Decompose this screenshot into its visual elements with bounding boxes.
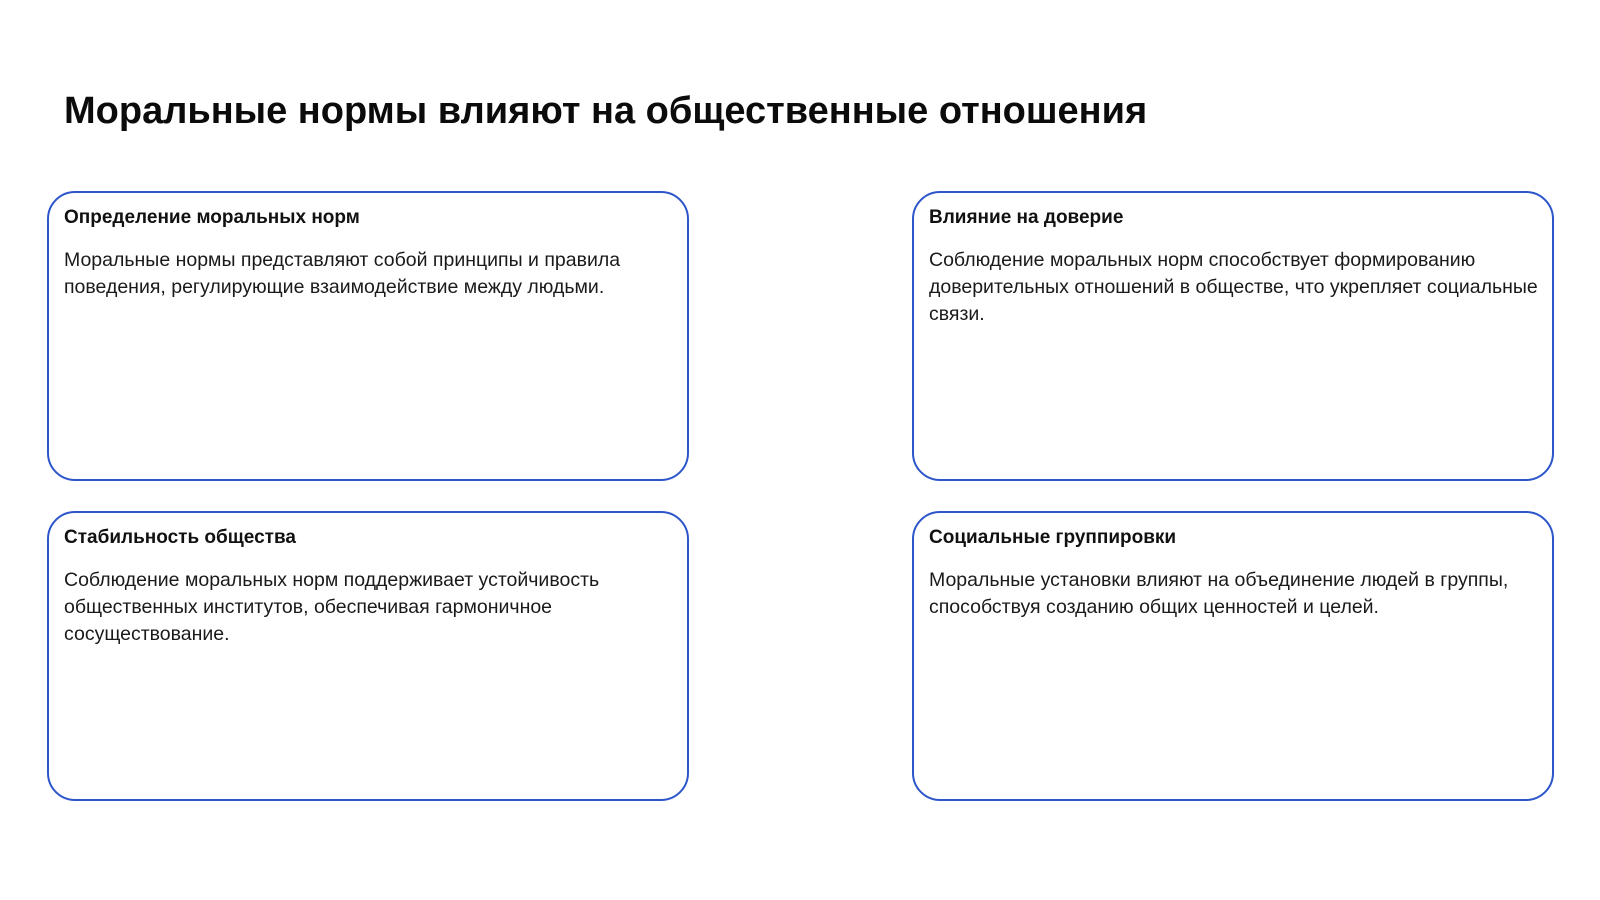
card-influence-on-trust (912, 191, 1554, 481)
card-social-groupings (912, 511, 1554, 801)
card-society-stability (47, 511, 689, 801)
card-body: Моральные нормы представляют собой принципы и правила поведения, регулирующие взаимодействие между людьми. (64, 249, 621, 298)
card-title: Стабильность общества (64, 527, 296, 548)
card-title: Влияние на доверие (929, 207, 1124, 228)
card-title: Определение моральных норм (64, 207, 360, 228)
card-moral-norms-definition (47, 191, 689, 481)
card-body: Моральные установки влияют на объединение людей в группы, способствуя созданию общих ценностей и целей. (929, 569, 1509, 618)
card-title: Социальные группировки (929, 527, 1177, 548)
page-title: Моральные нормы влияют на общественные отношения (64, 90, 1148, 132)
card-body: Соблюдение моральных норм способствует формированию доверительных отношений в обществе, что укрепляет социальные связи. (929, 249, 1538, 325)
card-body: Соблюдение моральных норм поддерживает устойчивость общественных институтов, обеспечивая гармоничное сосуществование. (64, 569, 600, 645)
